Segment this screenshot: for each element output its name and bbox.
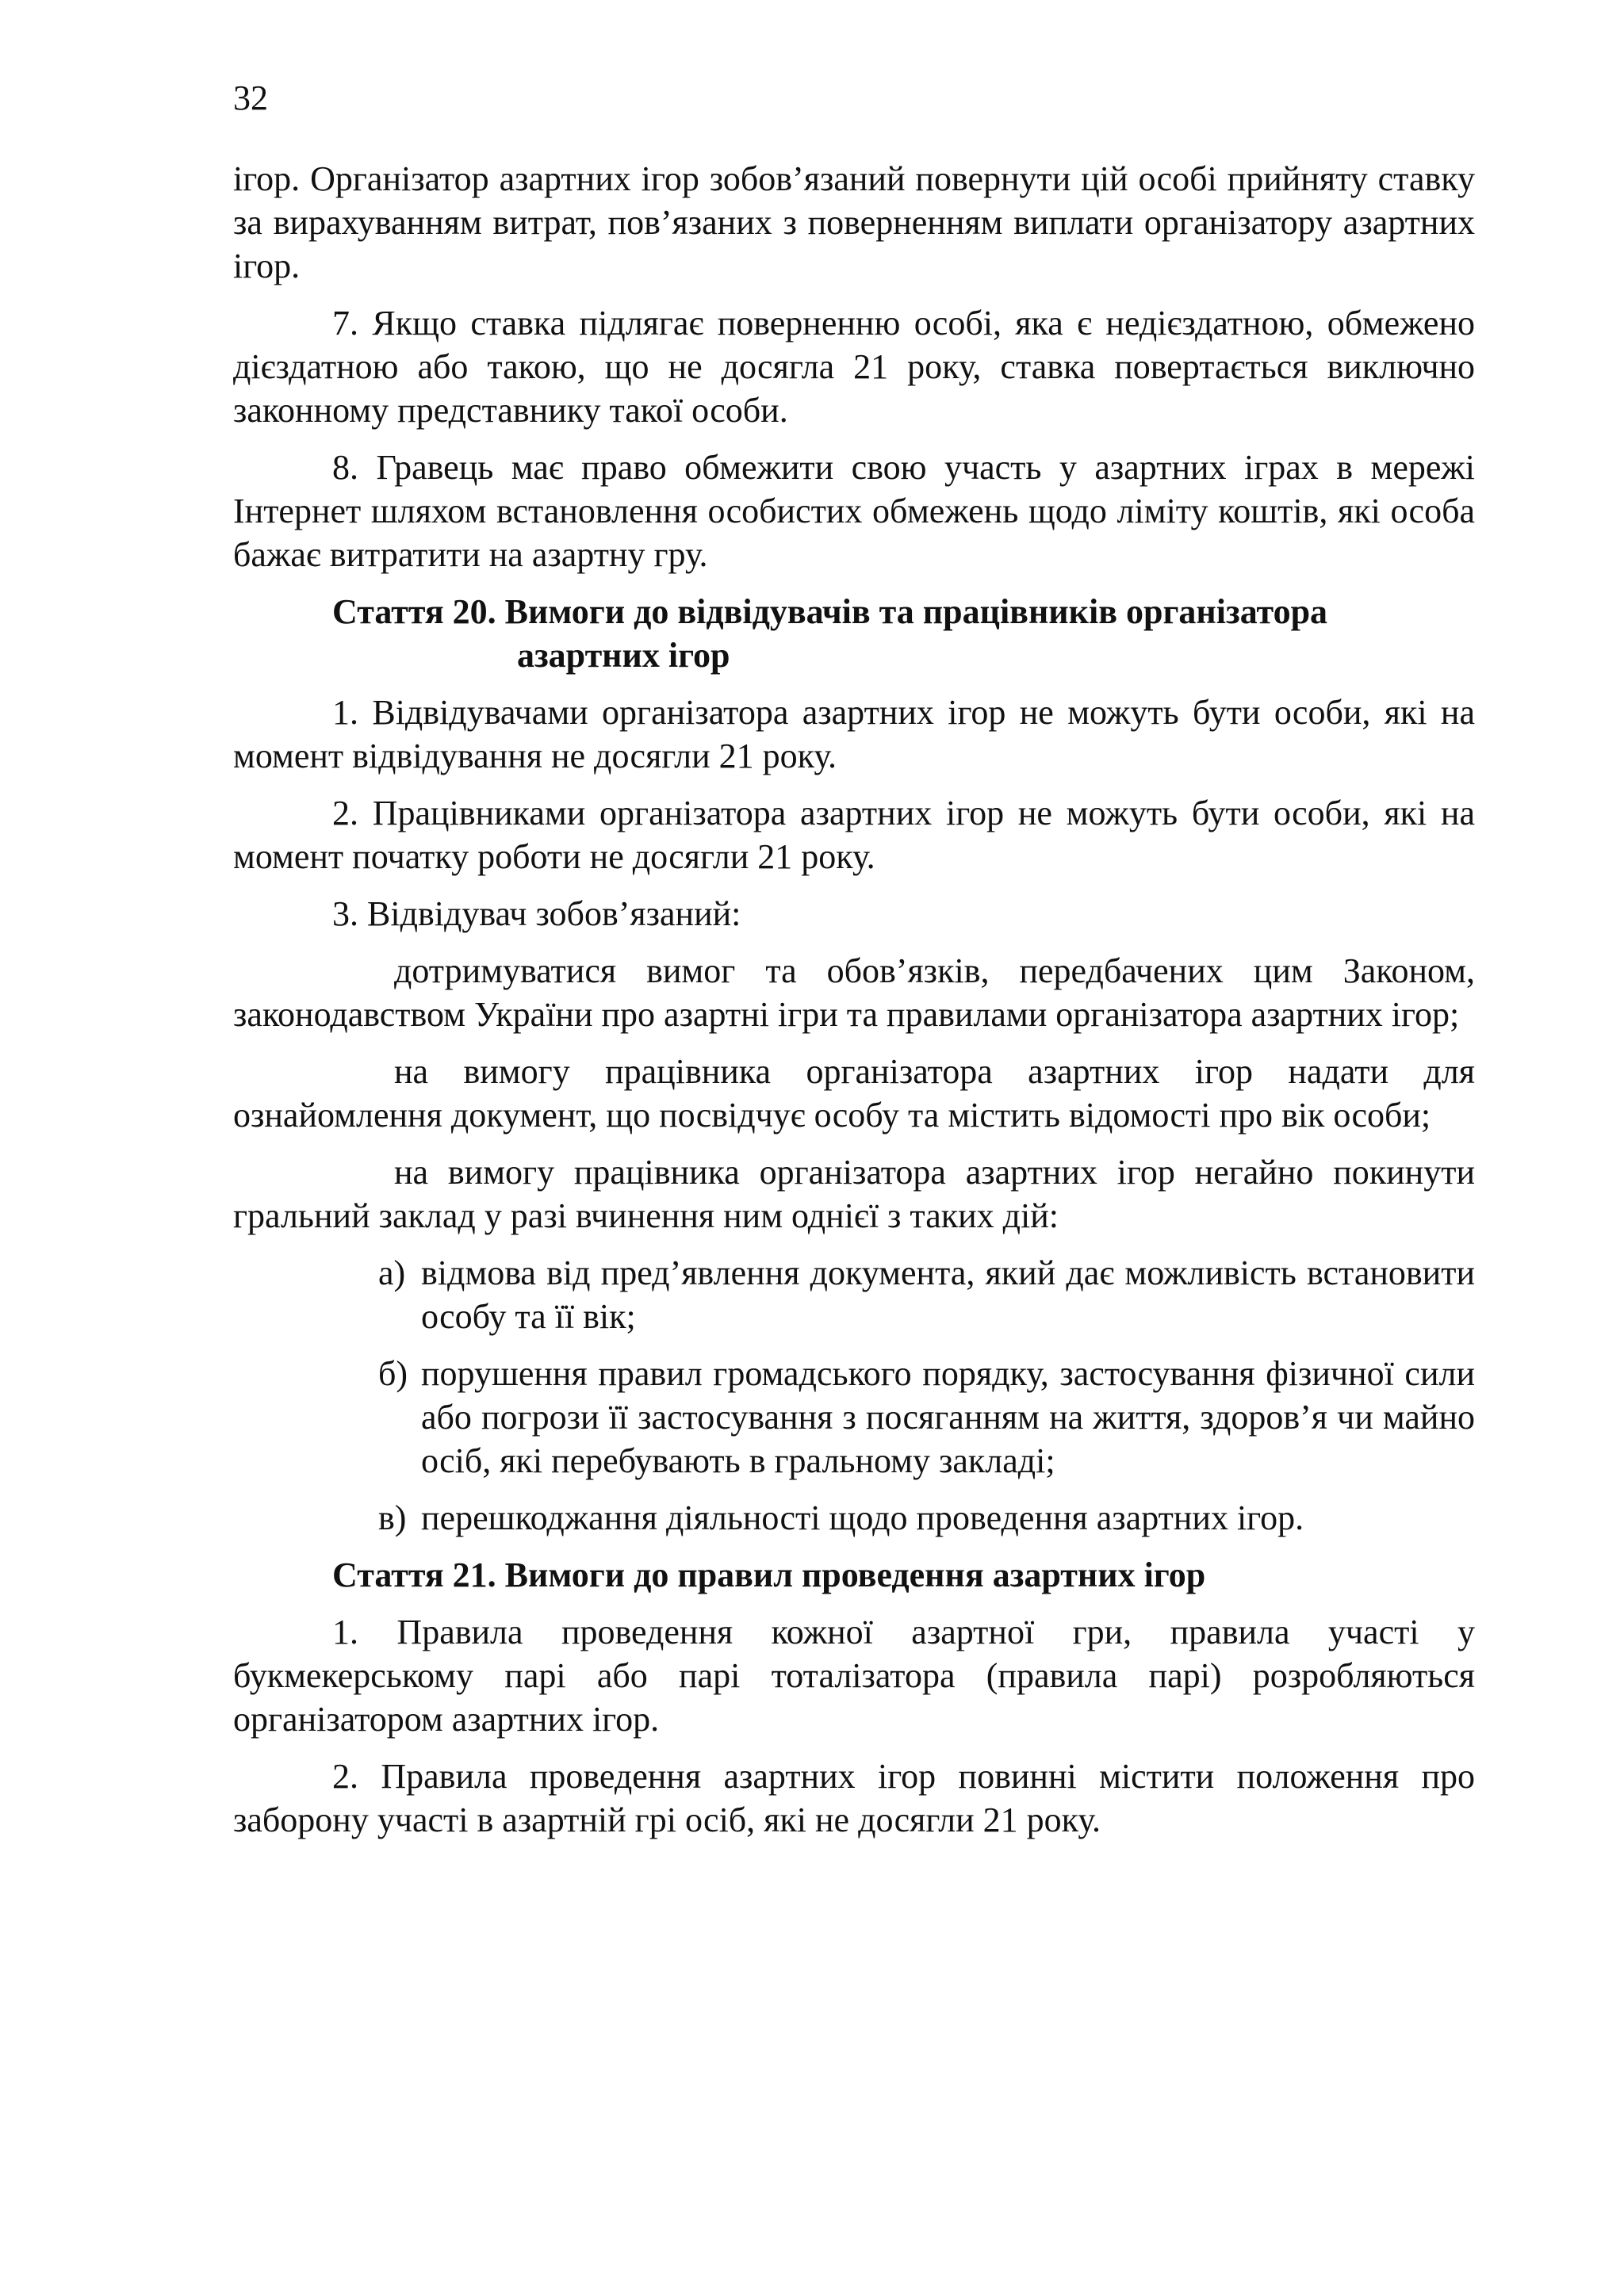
list-marker: б) (378, 1354, 408, 1393)
visitor-duty-2: на вимогу працівника організатора азартних ігор надати для ознайомлення документ, що посвідчує особу та містить відомості про вік особи; (233, 1052, 1475, 1135)
document-body (233, 157, 1475, 1842)
visitor-duty-3: на вимогу працівника організатора азартних ігор негайно покинути гральний заклад у разі вчинення ним однієї з таких дій: (233, 1153, 1475, 1235)
list-item-text: перешкоджання діяльності щодо проведення азартних ігор. (421, 1498, 1304, 1537)
list-item-text: порушення правил громадського порядку, застосування фізичної сили або погрози її застосування з посяганням на життя, здоров’я чи майно осіб, які перебувають в гральному закладі; (421, 1354, 1475, 1480)
article-21-item-1: 1. Правила проведення кожної азартної гри, правила участі у букмекерському парі або парі тоталізатора (правила парі) розробляються організатором азартних ігор. (233, 1613, 1475, 1739)
list-item-text: відмова від пред’явлення документа, який дає можливість встановити особу та її вік; (421, 1253, 1475, 1336)
paragraph-7: 7. Якщо ставка підлягає поверненню особі, яка є недієздатною, обмежено дієздатною або такою, що не досягла 21 року, ставка повертається виключно законному представнику такої особи. (233, 304, 1475, 430)
article-21-heading: Стаття 21. Вимоги до правил проведення азартних ігор (332, 1556, 1206, 1594)
article-20-heading-line1: Стаття 20. Вимоги до відвідувачів та працівників організатора (332, 592, 1328, 631)
article-20-item-3: 3. Відвідувач зобов’язаний: (332, 894, 741, 933)
list-item-a (233, 1251, 1475, 1338)
article-21-item-2: 2. Правила проведення азартних ігор повинні містити положення про заборону участі в азартній грі осіб, які не досягли 21 року. (233, 1757, 1475, 1839)
article-20-heading-line2: азартних ігор (517, 636, 730, 675)
article-20-item-2: 2. Працівниками організатора азартних ігор не можуть бути особи, які на момент початку роботи не досягли 21 року. (233, 794, 1475, 876)
article-20-heading (233, 590, 1475, 677)
paragraph-8: 8. Гравець має право обмежити свою участь у азартних іграх в мережі Інтернет шляхом встановлення особистих обмежень щодо ліміту коштів, які особа бажає витратити на азартну гру. (233, 448, 1475, 574)
paragraph-intro: ігор. Організатор азартних ігор зобов’язаний повернути цій особі прийняту ставку за вирахуванням витрат, пов’язаних з поверненням виплати організатору азартних ігор. (233, 159, 1475, 285)
page-number: 32 (233, 78, 268, 117)
article-20-item-1: 1. Відвідувачами організатора азартних ігор не можуть бути особи, які на момент відвідування не досягли 21 року. (233, 693, 1475, 775)
list-item-c (233, 1496, 1475, 1540)
visitor-duty-1: дотримуватися вимог та обов’язків, передбачених цим Законом, законодавством України про азартні ігри та правилами організатора азартних ігор; (233, 951, 1475, 1034)
list-marker: в) (378, 1498, 407, 1537)
list-marker: а) (378, 1253, 406, 1292)
list-item-b (233, 1352, 1475, 1483)
